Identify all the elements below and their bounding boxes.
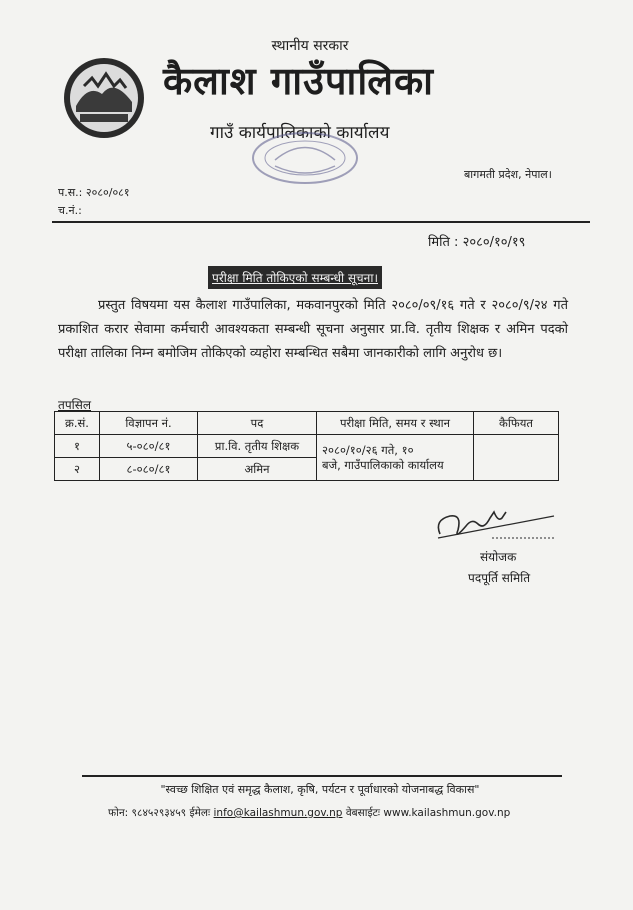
cell-post: प्रा.वि. तृतीय शिक्षक <box>198 435 317 458</box>
cell-ad-no: ८-०८०/८१ <box>100 458 198 481</box>
email-label: ईमेलः <box>189 807 211 819</box>
notice-body-text: प्रस्तुत विषयमा यस कैलाश गाउँपालिका, मकवानपुरको मिति २०८०/०९/१६ गते र २०८०/९/२४ गते प्रकाशित करार सेवामा कर्मचारी आवश्यकता सम्बन्धी सूचना अनुसार प्रा.वि. तृतीय शिक्षक र अमिन पदको परीक्षा तालिका निम्न बमोजिम तोकिएको व्यहोरा सम्बन्धित सबैमा जानकारीको लागि अनुरोध छ। <box>58 298 568 361</box>
footer-contact <box>108 806 510 820</box>
letter-date: मिति : २०८०/१०/१९ <box>428 235 526 250</box>
header-post: पद <box>198 412 317 435</box>
cell-remarks <box>474 435 559 481</box>
website-label: वेबसाईटः <box>345 807 381 819</box>
email-link[interactable]: info@kailashmun.gov.np <box>213 807 343 819</box>
province-label: बागमती प्रदेश, नेपाल। <box>464 168 552 181</box>
exam-schedule-table <box>54 411 559 481</box>
office-name: गाउँ कार्यपालिकाको कार्यालय <box>210 123 390 143</box>
dispatch-number: च.नं.: <box>58 204 82 217</box>
cell-ad-no: ५-०८०/८१ <box>100 435 198 458</box>
office-stamp-icon <box>250 130 360 186</box>
signatory-title: संयोजक <box>480 550 517 564</box>
cell-serial: १ <box>55 435 100 458</box>
header-divider <box>52 221 590 223</box>
signatory-committee: पदपूर्ति समिति <box>468 571 531 585</box>
signature-icon <box>432 498 558 544</box>
website-link[interactable]: www.kailashmun.gov.np <box>383 807 511 819</box>
footer-divider <box>82 775 562 777</box>
annex-label: तपसिल <box>58 398 92 412</box>
municipality-name: कैलाश गाउँपालिका <box>163 59 434 103</box>
footer-slogan: "स्वच्छ शिक्षित एवं समृद्ध कैलाश, कृषि, पर्यटन र पूर्वाधारको योजनाबद्ध विकास" <box>160 783 480 796</box>
header-exam-info: परीक्षा मिति, समय र स्थान <box>317 412 474 435</box>
phone-number: ९८४५२९३४५९ <box>131 807 187 819</box>
notice-body <box>58 294 568 366</box>
nepal-emblem-icon <box>62 56 146 140</box>
header-ad-no: विज्ञापन नं. <box>100 412 198 435</box>
phone-label: फोन: <box>108 807 129 819</box>
local-government-label: स्थानीय सरकार <box>271 38 349 54</box>
cell-post: अमिन <box>198 458 317 481</box>
cell-exam-info <box>317 435 474 481</box>
table-header-row <box>55 412 559 435</box>
letter-reference-number: प.स.: २०८०/०८१ <box>58 186 130 199</box>
exam-info-line-1: २०८०/१०/२६ गते, १० <box>322 442 414 457</box>
notice-subject: परीक्षा मिति तोकिएको सम्बन्धी सूचना। <box>208 266 382 289</box>
cell-serial: २ <box>55 458 100 481</box>
header-remarks: कैफियत <box>474 412 559 435</box>
table-row <box>55 435 559 458</box>
header-serial: क्र.सं. <box>55 412 100 435</box>
exam-info-line-2: बजे, गाउँपालिकाको कार्यालय <box>322 457 444 472</box>
